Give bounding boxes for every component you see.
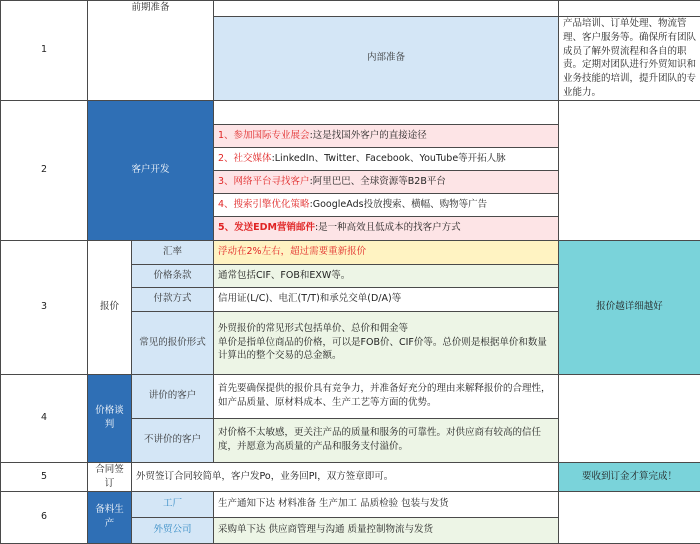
phase1-content: 产品培训、订单处理、物流管理、客户服务等。确保所有团队成员了解外贸流程和各自的职责。定期对团队进行外贸知识和业务技能的培训，提升团队的专业能力。 xyxy=(559,17,700,101)
phase3-content-terms: 通常包括CIF、FOB和EXW等。 xyxy=(214,264,559,287)
phase3-content-payment: 信用证(L/C)、电汇(T/T)和承兑交单(D/A)等 xyxy=(214,287,559,311)
phase2-item-3-lead: 3、网络平台寻找客户 xyxy=(218,176,310,187)
phase2-item-4-lead: 4、搜索引擎优化策略 xyxy=(218,199,310,210)
phase2-note xyxy=(559,100,700,240)
phase2-item-1-lead: 1、参加国际专业展会 xyxy=(218,130,310,141)
phase2-title: 客户开发 xyxy=(88,100,214,240)
phase2-item-5-rest: :是一种高效且低成本的找客户方式 xyxy=(315,222,461,233)
phase2-item-2 xyxy=(214,147,559,170)
phase3-number: 3 xyxy=(1,240,88,374)
phase2-row-1 xyxy=(1,100,700,124)
phase2-item-3 xyxy=(214,170,559,193)
phase2-item-3-rest: :阿里巴巴、全球资源等B2B平台 xyxy=(310,176,446,187)
phase2-blank xyxy=(214,100,559,124)
phase3-sub-terms: 价格条款 xyxy=(132,264,214,287)
phase4-row-1 xyxy=(1,374,700,418)
phase4-note xyxy=(559,374,700,462)
phase2-item-2-rest: :LinkedIn、Twitter、Facebook、YouTube等开拓人脉 xyxy=(272,153,506,164)
phase1-blank xyxy=(214,1,559,17)
phase4-sub-nobargain: 不讲价的客户 xyxy=(132,418,214,462)
phase2-item-4 xyxy=(214,193,559,216)
phase1-note-blank xyxy=(559,1,700,17)
phase2-item-2-lead: 2、社交媒体 xyxy=(218,153,272,164)
phase4-sub-bargain: 讲价的客户 xyxy=(132,374,214,418)
phase4-number: 4 xyxy=(1,374,88,462)
phase3-sub-rate: 汇率 xyxy=(132,240,214,264)
phase2-item-5-lead: 5、发送EDM营销邮件 xyxy=(218,222,315,233)
phase3-content-rate: 浮动在2%左右，超过需要重新报价 xyxy=(214,240,559,264)
phase2-number: 2 xyxy=(1,100,88,240)
phase6-note xyxy=(559,491,700,543)
phase6-title: 备料生产 xyxy=(88,491,132,543)
phase1-sub-internal: 内部准备 xyxy=(214,17,559,101)
phase6-sub-trading: 外贸公司 xyxy=(132,517,214,543)
phase2-item-1-rest: :这是找国外客户的直接途径 xyxy=(310,130,427,141)
phase6-row-1 xyxy=(1,491,700,517)
phase5-content: 外贸签订合同较简单，客户发Po，业务回PI，双方签章即可。 xyxy=(132,462,559,491)
phase2-item-4-rest: :GoogleAds投放搜索、横幅、购物等广告 xyxy=(310,199,488,210)
phase4-content-nobargain: 对价格不太敏感，更关注产品的质量和服务的可靠性。对供应商有较高的信任度，并愿意为高质量的产品和服务支付溢价。 xyxy=(214,418,559,462)
phase4-content-bargain: 首先要确保提供的报价具有竞争力，并准备好充分的理由来解释报价的合理性，如产品质量、原材料成本、生产工艺等方面的优势。 xyxy=(214,374,559,418)
phase1-row-top xyxy=(1,1,700,17)
phase2-item-5 xyxy=(214,216,559,240)
phase6-sub-factory: 工厂 xyxy=(132,491,214,517)
phase3-row-1 xyxy=(1,240,700,264)
phase2-item-1 xyxy=(214,124,559,147)
phase3-sub-payment: 付款方式 xyxy=(132,287,214,311)
phase1-title: 前期准备 xyxy=(88,1,214,101)
phase3-title: 报价 xyxy=(88,240,132,374)
phase3-sub-forms: 常见的报价形式 xyxy=(132,311,214,374)
phase6-number: 6 xyxy=(1,491,88,543)
phase5-note: 要收到订金才算完成！ xyxy=(559,462,700,491)
phase6-content-factory: 生产通知下达 材料准备 生产加工 品质检验 包装与发货 xyxy=(214,491,559,517)
phase6-content-trading: 采购单下达 供应商管理与沟通 质量控制物流与发货 xyxy=(214,517,559,543)
phase5-row xyxy=(1,462,700,491)
phase5-number: 5 xyxy=(1,462,88,491)
phase5-title: 合同签订 xyxy=(88,462,132,491)
phase3-note: 报价越详细越好 xyxy=(559,240,700,374)
phase1-number: 1 xyxy=(1,1,88,101)
phase4-title: 价格谈判 xyxy=(88,374,132,462)
phase3-content-forms: 外贸报价的常见形式包括单价、总价和佣金等 单价是指单位商品的价格，可以是FOB价、CIF价等。总价则是根据单价和数量计算出的整个交易的总金额。 xyxy=(214,311,559,374)
